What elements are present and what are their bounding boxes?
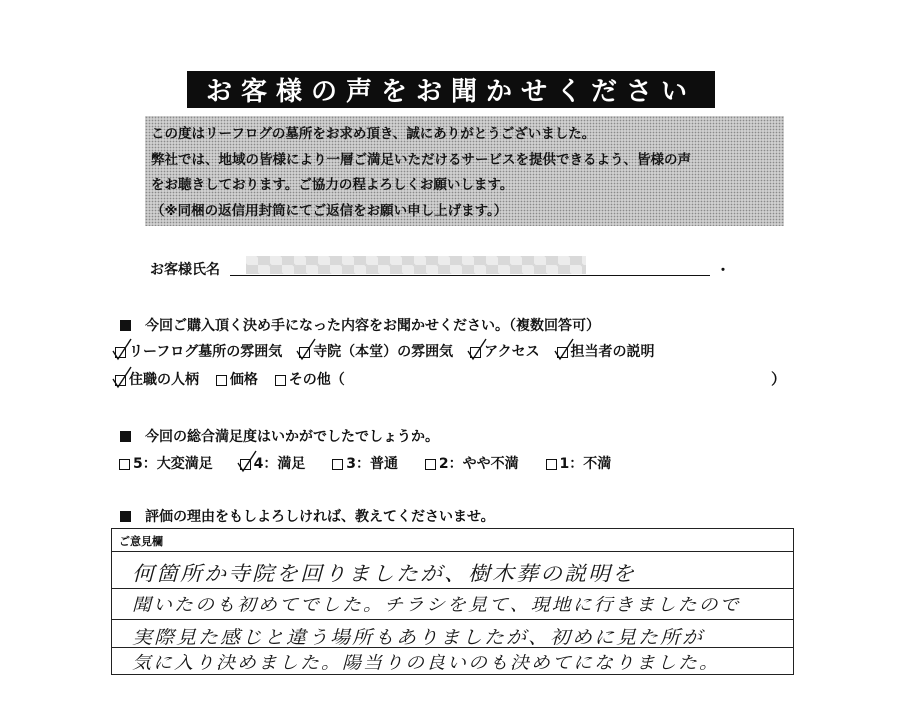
rating-1[interactable]: 1：不満 bbox=[546, 453, 612, 473]
handwritten-comment-line: 何箇所か寺院を回りましたが、樹木葬の説明を bbox=[132, 562, 637, 586]
checkmark-icon bbox=[112, 367, 132, 389]
customer-name-label: お客様氏名 bbox=[150, 262, 220, 278]
checkbox[interactable] bbox=[115, 347, 126, 358]
option-leaflog-atmosphere[interactable]: リーフログ墓所の雰囲気 bbox=[115, 341, 282, 361]
handwritten-comment-line: 実際見た感じと違う場所もありましたが、初めに見た所が bbox=[132, 625, 704, 648]
option-priest-personality[interactable]: 住職の人柄 bbox=[115, 369, 199, 389]
question-1-heading: 今回ご購入頂く決め手になった内容をお聞かせください。（複数回答可） bbox=[120, 315, 600, 335]
name-underline bbox=[230, 275, 710, 276]
customer-name-field[interactable] bbox=[150, 256, 730, 280]
rating-4[interactable]: 4：満足 bbox=[240, 453, 306, 473]
checkbox[interactable] bbox=[332, 459, 343, 470]
checkmark-icon bbox=[467, 339, 487, 361]
bullet-square-icon bbox=[120, 320, 131, 331]
checkbox[interactable] bbox=[557, 347, 568, 358]
comment-box[interactable] bbox=[111, 528, 794, 675]
option-access[interactable]: アクセス bbox=[470, 341, 540, 361]
ruled-line bbox=[112, 551, 793, 552]
name-suffix: ・ bbox=[716, 263, 730, 279]
ruled-line bbox=[112, 619, 793, 620]
redacted-name bbox=[246, 256, 586, 274]
option-price[interactable]: 価格 bbox=[216, 369, 258, 389]
question-2-options bbox=[119, 453, 623, 473]
checkbox[interactable] bbox=[275, 375, 286, 386]
checkbox[interactable] bbox=[115, 375, 126, 386]
intro-message bbox=[145, 116, 784, 226]
handwritten-comment-line: 気に入り決めました。陽当りの良いのも決めてになりました。 bbox=[132, 652, 721, 673]
checkbox[interactable] bbox=[470, 347, 481, 358]
question-1-options-row-2 bbox=[115, 369, 357, 389]
intro-line: この度はリーフログの墓所をお求め頂き、誠にありがとうございました。 bbox=[151, 126, 596, 142]
checkbox[interactable] bbox=[216, 375, 227, 386]
checkbox[interactable] bbox=[299, 347, 310, 358]
bullet-square-icon bbox=[120, 431, 131, 442]
checkbox[interactable] bbox=[240, 459, 251, 470]
form-title: お客様の声をお聞かせください bbox=[187, 71, 715, 108]
option-temple-atmosphere[interactable]: 寺院（本堂）の雰囲気 bbox=[299, 341, 453, 361]
bullet-square-icon bbox=[120, 511, 131, 522]
other-close-paren: ） bbox=[771, 370, 787, 388]
checkmark-icon bbox=[554, 339, 574, 361]
rating-3[interactable]: 3：普通 bbox=[332, 453, 398, 473]
checkbox[interactable] bbox=[425, 459, 436, 470]
handwritten-comment-line: 聞いたのも初めてでした。チラシを見て、現地に行きましたので bbox=[132, 594, 741, 615]
checkbox[interactable] bbox=[119, 459, 130, 470]
rating-2[interactable]: 2：やや不満 bbox=[425, 453, 519, 473]
option-other[interactable]: その他（ bbox=[275, 369, 345, 389]
checkmark-icon bbox=[237, 451, 257, 473]
intro-line: をお聴きしております。ご協力の程よろしくお願いします。 bbox=[151, 177, 514, 193]
question-2-heading: 今回の総合満足度はいかがでしたでしょうか。 bbox=[120, 426, 439, 446]
question-1-options-row-1 bbox=[115, 341, 667, 361]
intro-line: 弊社では、地域の皆様により一層ご満足いただけるサービスを提供できるよう、皆様の声 bbox=[151, 151, 691, 168]
checkbox[interactable] bbox=[546, 459, 557, 470]
option-staff-explanation[interactable]: 担当者の説明 bbox=[557, 341, 655, 361]
checkmark-icon bbox=[296, 339, 316, 361]
checkmark-icon bbox=[112, 339, 132, 361]
comment-box-label: ご意見欄 bbox=[119, 535, 163, 548]
intro-line: （※同梱の返信用封筒にてご返信をお願い申し上げます。） bbox=[151, 202, 508, 219]
rating-5[interactable]: 5：大変満足 bbox=[119, 453, 213, 473]
ruled-line bbox=[112, 588, 793, 589]
question-3-heading: 評価の理由をもしよろしければ、教えてくださいませ。 bbox=[120, 506, 495, 526]
